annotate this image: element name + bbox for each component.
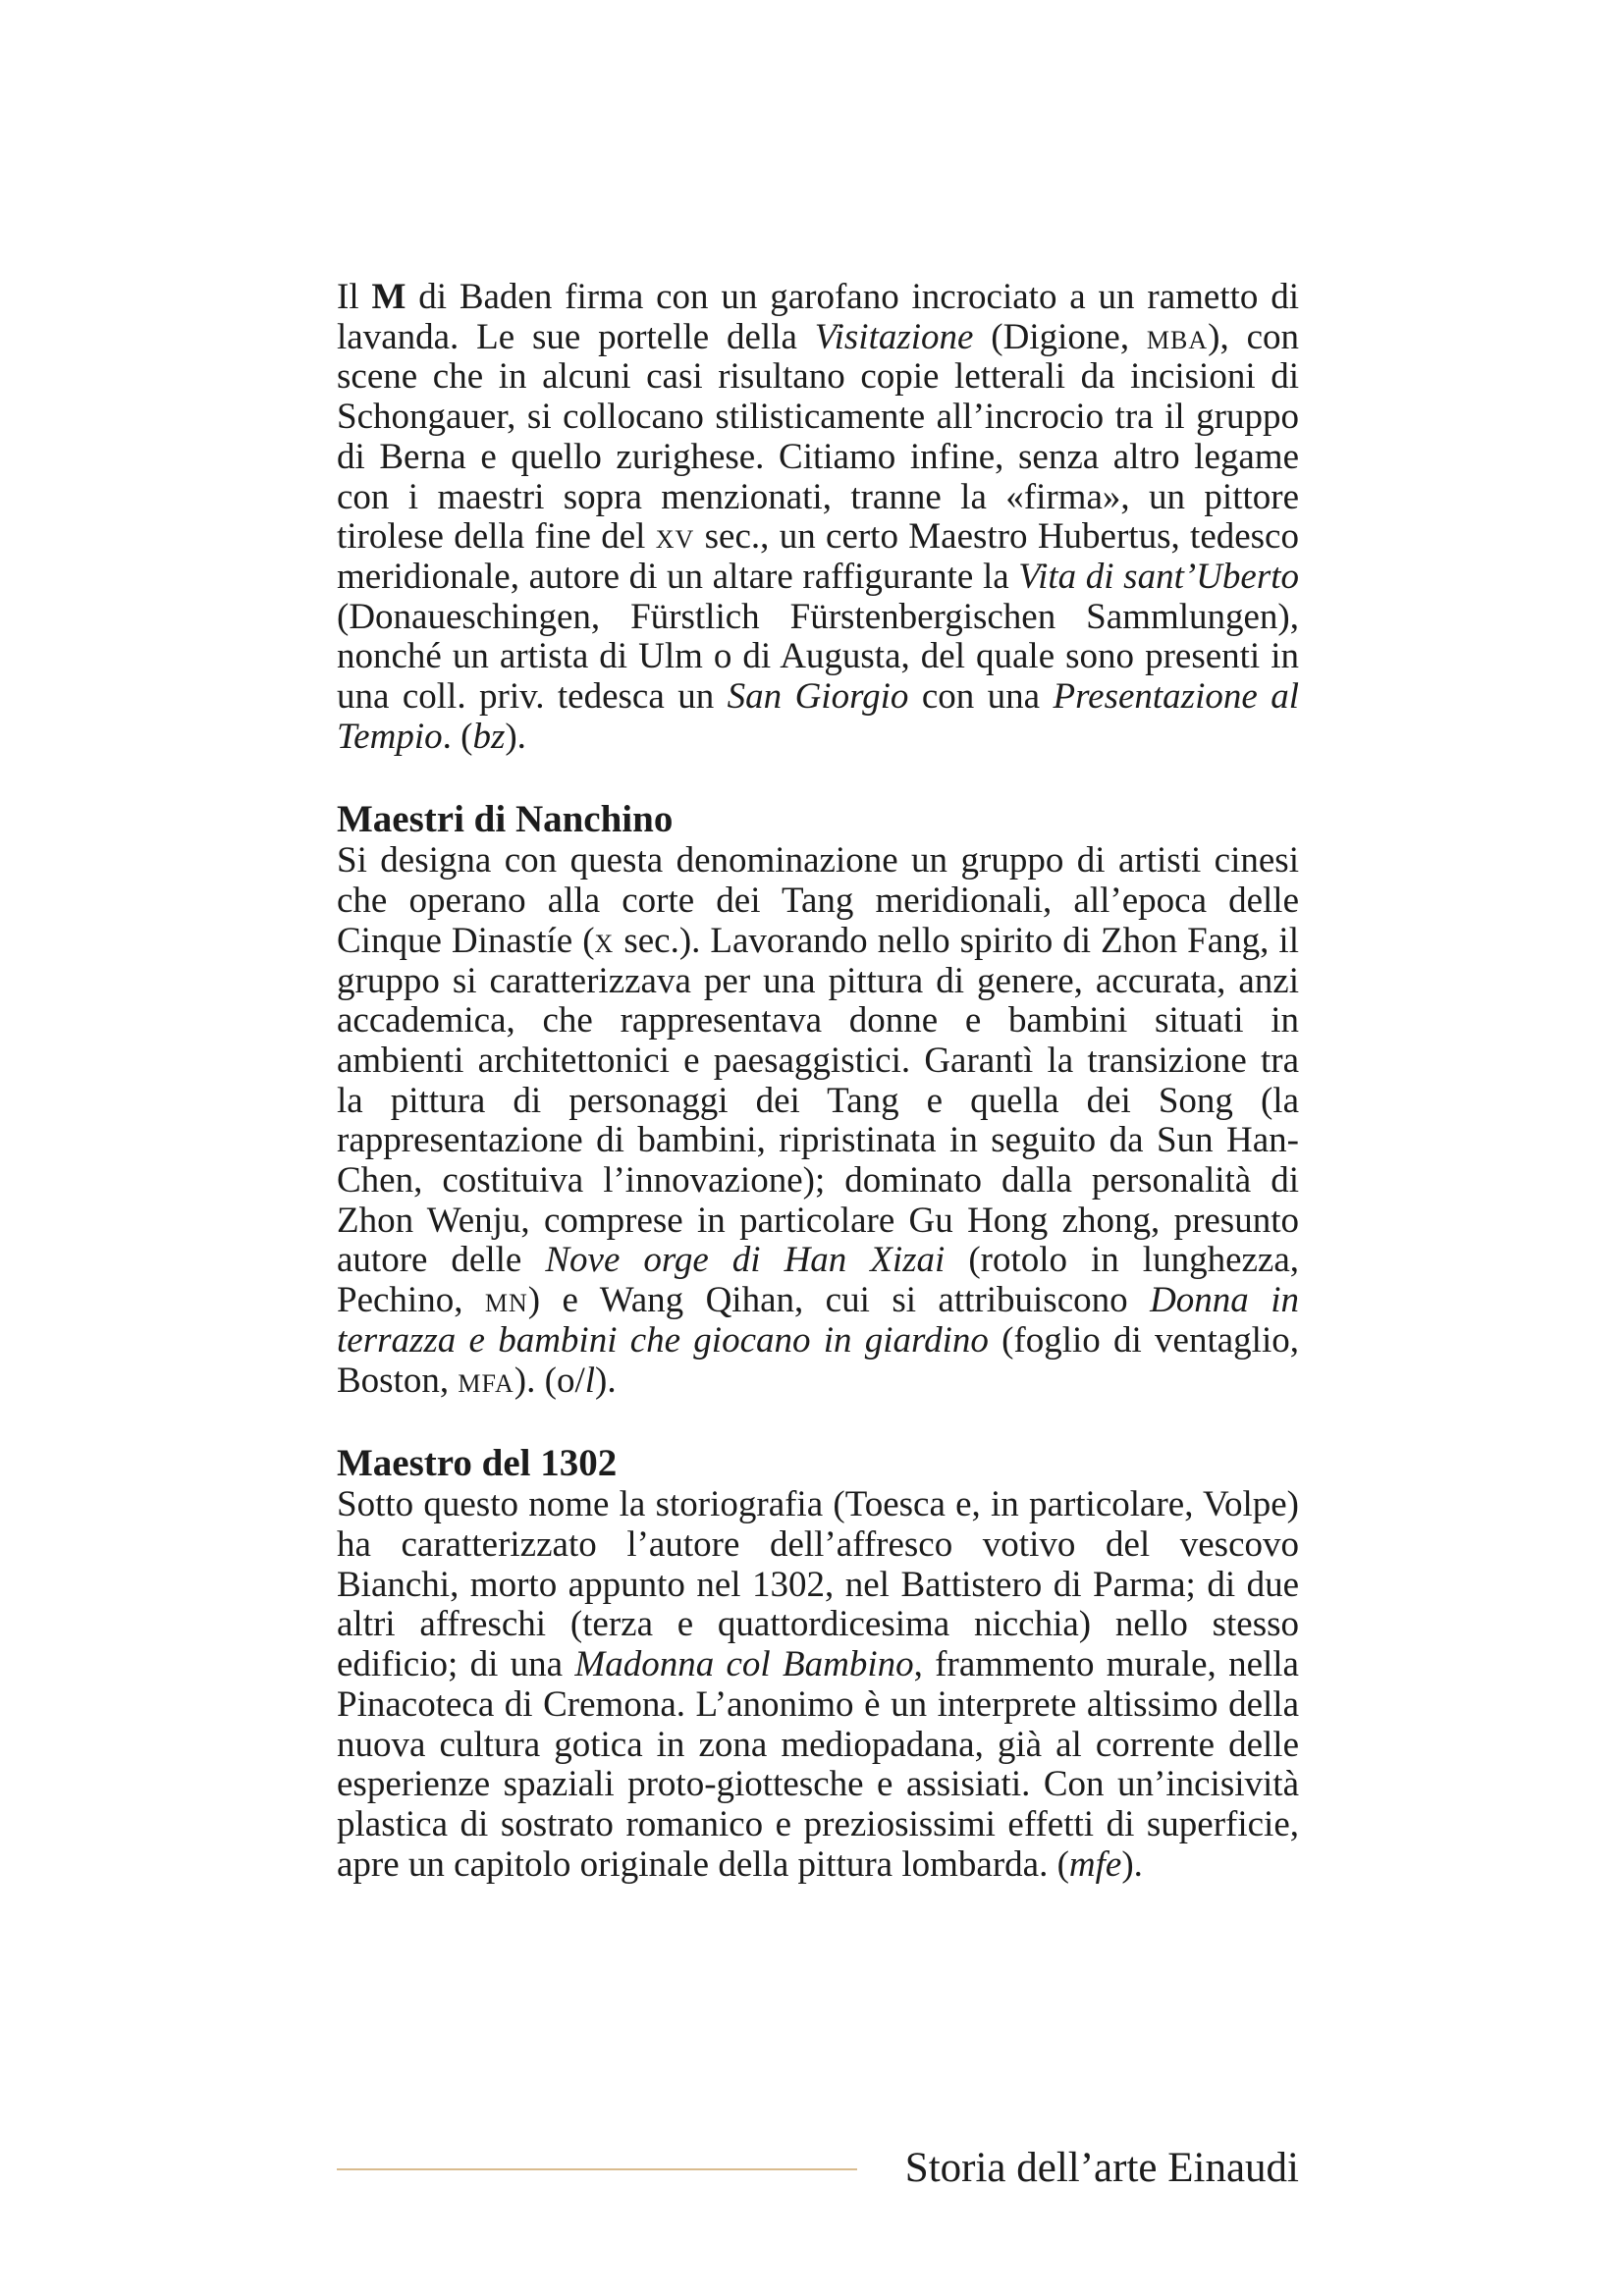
text-run: Si designa con questa denominazione un gruppo di artisti cinesi che operano alla corte dei Tang meridionali, all’epoca delle Cinque Dinastíe ( — [337, 840, 1299, 961]
text-run: di Baden firma con un garofano incrociato a un rametto di lavanda. Le sue portelle della — [337, 277, 1299, 357]
artwork-title: San Giorgio — [727, 676, 909, 718]
artwork-title: Presentazione al Tempio — [337, 676, 1299, 757]
text-run: (Donaueschingen, Fürstlich Fürstenbergischen Sammlungen), nonché un artista di Ulm o di Augusta, del quale sono presenti in una coll. priv. tedesca un — [337, 596, 1299, 718]
entry-maestro-del-1302 — [337, 1442, 1299, 1885]
artwork-title: Madonna col Bambino — [574, 1644, 914, 1685]
artwork-title: Vita di sant’Uberto — [1018, 556, 1300, 597]
text-run: ). — [595, 1360, 617, 1401]
baden-paragraph — [337, 278, 1299, 757]
text-run: ). (o/ — [514, 1360, 585, 1401]
artwork-title: Nove orge di Han Xizai — [545, 1240, 946, 1281]
text-run: , frammento murale, nella Pinacoteca di Cremona. L’anonimo è un interprete altissimo della nuova cultura gotica in zona mediopadana, già al corrente delle esperienze spaziali proto-giottesche e assisiati. Con un’incisività plastica di sostrato romanico e preziosissimi effetti di superficie, apre un capitolo originale della pittura lombarda. ( — [337, 1644, 1299, 1885]
entry-maestri-di-nanchino — [337, 798, 1299, 1401]
museum-abbrev: mfa — [458, 1360, 514, 1401]
page-body — [337, 278, 1299, 1885]
author-initials: l — [584, 1360, 596, 1401]
text-run: sec., un certo Maestro Hubertus, tedesco meridionale, autore di un altare raffigurante la — [337, 516, 1299, 597]
author-initials: mfe — [1068, 1843, 1122, 1885]
entry-body — [337, 841, 1299, 1401]
century-numeral: xv — [655, 516, 695, 558]
footer-rule — [337, 2168, 857, 2170]
text-run: (Digione, — [973, 316, 1147, 357]
text-run: Sotto questo nome la storiografia (Toesca e, in particolare, Volpe) ha caratterizzato l’autore dell’affresco votivo del vescovo Bianchi, morto appunto nel 1302, nel Battistero di Parma; di due altri affreschi (terza e quattordicesima nicchia) nello stesso edificio; di una — [337, 1484, 1299, 1685]
text-run: ). — [505, 716, 526, 757]
text-run: Il — [337, 277, 372, 317]
text-run: . ( — [442, 716, 473, 757]
museum-abbrev: mba — [1146, 316, 1209, 357]
text-run: (foglio di ventaglio, Boston, — [337, 1319, 1299, 1401]
text-run: sec.). Lavorando nello spirito di Zhon Fang, il gruppo si caratterizzava per una pittura di genere, accurata, anzi accademica, che rappresentava donne e bambini situati in ambienti architettonici e paesaggistici. Garantì la transizione tra la pittura di personaggi dei Tang e quella dei Song (la rappresentazione di bambini, ripristinata in seguito da Sun Han-Chen, costituiva l’innovazione); dominato dalla personalità di Zhon Wenju, comprese in particolare Gu Hong zhong, presunto autore delle — [337, 920, 1299, 1281]
century-numeral: x — [594, 920, 615, 961]
text-run: ). — [1121, 1843, 1143, 1885]
text-run: (rotolo in lunghezza, Pechino, — [337, 1240, 1300, 1321]
museum-abbrev: mn — [484, 1280, 528, 1321]
entry-title: Maestri di Nanchino — [337, 798, 674, 841]
artwork-title: Visitazione — [814, 316, 974, 357]
author-initials: bz — [472, 716, 506, 757]
entry-title: Maestro del 1302 — [337, 1442, 618, 1485]
entry-body — [337, 1485, 1299, 1885]
text-run: con una — [908, 676, 1054, 718]
artwork-title: Donna in terrazza e bambini che giocano in giardino — [337, 1280, 1299, 1361]
master-initial: M — [371, 277, 406, 317]
text-run: ), con scene che in alcuni casi risultano copie letterali da incisioni di Schongauer, si collocano stilisticamente all’incrocio tra il gruppo di Berna e quello zurighese. Citiamo infine, senza altro legame con i maestri sopra menzionati, tranne la «firma», un pittore tirolese della fine del — [337, 316, 1299, 558]
footer-publisher: Storia dell’arte Einaudi — [904, 2145, 1299, 2191]
text-run: ) e Wang Qihan, cui si attribuiscono — [527, 1280, 1151, 1321]
